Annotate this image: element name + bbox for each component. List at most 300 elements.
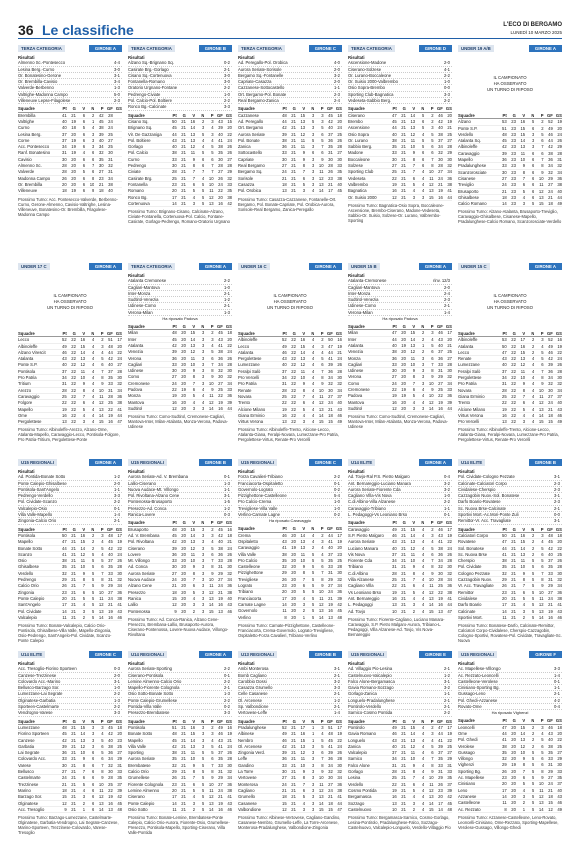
table-cell: 20 bbox=[291, 601, 296, 607]
table-cell: 11 bbox=[209, 393, 214, 399]
table-cell: 3 bbox=[202, 595, 205, 601]
table-cell: 17 bbox=[328, 188, 333, 194]
table-cell: 11 bbox=[319, 595, 324, 601]
results-heading: Risultati bbox=[128, 273, 145, 278]
table-cell: 4 bbox=[522, 412, 526, 418]
table-cell: 5 bbox=[202, 775, 205, 781]
table-cell: 37 bbox=[62, 131, 67, 137]
table-cell: 40 bbox=[108, 551, 113, 557]
table-cell: 7 bbox=[522, 175, 526, 181]
table-cell: Ghisalbese bbox=[18, 564, 39, 570]
table-cell: 31 bbox=[282, 381, 287, 387]
table-cell: 3 bbox=[202, 330, 205, 336]
table-cell: 9 bbox=[431, 570, 434, 576]
table-cell: 20 bbox=[181, 374, 186, 380]
result-score: 1-1 bbox=[113, 486, 120, 492]
table-cell: 15 bbox=[520, 724, 526, 730]
table-cell: Gavia Romano bbox=[348, 731, 376, 737]
table-cell: 3 bbox=[412, 602, 416, 608]
table-cell: 39 bbox=[62, 743, 67, 749]
table-cell: 21 bbox=[181, 169, 186, 175]
table-cell: 39 bbox=[218, 125, 223, 131]
table-cell: 5 bbox=[431, 743, 434, 749]
table-cell: 5 bbox=[211, 144, 214, 150]
table-cell: 22 bbox=[511, 381, 516, 387]
table-cell: 9 bbox=[431, 387, 434, 393]
table-cell: 35 bbox=[548, 564, 553, 570]
result-score: 2-1 bbox=[443, 666, 450, 672]
table-cell: Ranica bbox=[128, 595, 142, 601]
table-cell: 21 bbox=[401, 181, 406, 187]
table-cell: 31 bbox=[108, 169, 113, 175]
table-cell: 13 bbox=[300, 743, 306, 749]
table-cell: 3 bbox=[312, 806, 315, 812]
table-cell: 4 bbox=[82, 150, 86, 156]
table-cell: 22 bbox=[71, 412, 76, 418]
girone-label: GIRONE A bbox=[89, 459, 122, 466]
table-cell: Ascensione bbox=[348, 125, 370, 131]
table-cell: 21 bbox=[548, 787, 553, 793]
result-score: 2-1 bbox=[223, 290, 230, 296]
table-cell: 37 bbox=[438, 349, 443, 355]
table-cell: 15 bbox=[520, 131, 526, 137]
table-cell: 21 bbox=[71, 583, 76, 589]
table-cell: 28 bbox=[218, 163, 223, 169]
table-cell: 5 bbox=[92, 595, 95, 601]
table-cell: 13 bbox=[300, 356, 306, 362]
result-match: Osio Sotto-Bonate Sotto bbox=[128, 691, 174, 697]
table-cell: 9 bbox=[302, 150, 306, 156]
table-cell: 11 bbox=[300, 551, 306, 557]
table-cell: 37 bbox=[328, 551, 333, 557]
column-header: V bbox=[302, 106, 306, 112]
table-cell: 9 bbox=[82, 756, 86, 762]
table-cell: 31 bbox=[557, 157, 562, 163]
table-cell: 20 bbox=[511, 743, 516, 749]
table-cell: 21 bbox=[71, 775, 76, 781]
table-cell: 43 bbox=[438, 532, 443, 538]
result-match: Pontida-Villa Valle bbox=[128, 704, 162, 710]
table-cell: 12 bbox=[392, 405, 397, 411]
table-cell: 13 bbox=[538, 194, 544, 200]
result-score: 2-1 bbox=[443, 303, 450, 309]
table-cell: 40 bbox=[438, 125, 443, 131]
table-cell: 27 bbox=[447, 355, 452, 361]
table-cell: 39 bbox=[447, 399, 452, 405]
table-cell: 45 bbox=[108, 724, 113, 730]
table-cell: 3 bbox=[312, 775, 315, 781]
table-cell: 35 bbox=[108, 564, 113, 570]
table-cell: 52 bbox=[282, 337, 287, 343]
table-cell: 21 bbox=[401, 169, 406, 175]
table-cell: 3 bbox=[202, 589, 205, 595]
table-cell: Or. Suisio 2000 bbox=[348, 194, 377, 200]
table-cell: Sudtirol bbox=[348, 405, 363, 411]
table-row bbox=[128, 609, 232, 615]
table-cell: 21 bbox=[71, 602, 76, 608]
table-row bbox=[458, 201, 562, 207]
table-cell: 24 bbox=[227, 545, 232, 551]
table-cell: 46 bbox=[282, 737, 287, 743]
table-cell: 48 bbox=[172, 330, 177, 336]
table-cell: 15 bbox=[548, 800, 553, 806]
table-cell: 13 bbox=[392, 602, 397, 608]
table-cell: 6 bbox=[192, 181, 196, 187]
table-cell: Bergamasca bbox=[348, 794, 372, 800]
table-cell: 41 bbox=[227, 794, 232, 800]
table-cell: 4 bbox=[192, 194, 196, 200]
table-cell: 4 bbox=[92, 400, 95, 406]
table-cell: 13 bbox=[538, 406, 544, 412]
column-header: Squadre bbox=[458, 113, 475, 118]
table-cell: 9 bbox=[541, 169, 544, 175]
table-cell: 20 bbox=[502, 781, 507, 787]
table-cell: 14 bbox=[172, 800, 177, 806]
table-cell: 9 bbox=[192, 762, 196, 768]
table-cell: 8 bbox=[431, 163, 434, 169]
table-cell: 7 bbox=[412, 380, 416, 386]
table-cell: 6 bbox=[412, 387, 416, 393]
category-label: UNDER 19 A/B bbox=[458, 45, 494, 52]
table-cell: 33 bbox=[172, 156, 177, 162]
table-cell: 13 bbox=[300, 125, 306, 131]
table-cell: 37 bbox=[108, 558, 113, 564]
table-cell: 17 bbox=[172, 794, 177, 800]
table-cell: 6 bbox=[522, 775, 526, 781]
table-cell: 11 bbox=[99, 787, 104, 793]
table-cell: 38 bbox=[447, 589, 452, 595]
table-cell: 30 bbox=[328, 387, 333, 393]
table-cell: 5 bbox=[532, 608, 535, 614]
table-cell: 3 bbox=[92, 743, 95, 749]
table-cell: 14 bbox=[80, 731, 86, 737]
table-cell: 5 bbox=[532, 602, 535, 608]
table-cell: 18 bbox=[548, 201, 553, 207]
table-cell: Caravaggio bbox=[458, 150, 480, 156]
table-cell: 21 bbox=[401, 118, 406, 124]
column-header: Squadre bbox=[348, 520, 365, 526]
result-match: Pol. Cividate-Cologno Pezzate bbox=[458, 474, 515, 480]
table-cell: 4 bbox=[422, 762, 425, 768]
table-cell: Milan bbox=[348, 330, 359, 336]
table-cell: 21 bbox=[291, 181, 296, 187]
table-cell: 5 bbox=[82, 595, 86, 601]
column-header: N bbox=[201, 718, 205, 724]
table-cell: 36 bbox=[337, 589, 342, 595]
table-cell: 13 bbox=[410, 118, 416, 124]
table-cell: 21 bbox=[291, 150, 296, 156]
table-cell: 12 bbox=[208, 399, 214, 405]
result-score: 0-3 bbox=[113, 666, 120, 672]
table-cell: 6 bbox=[431, 150, 434, 156]
table-cell: 24 bbox=[337, 743, 342, 749]
result-score: 1-0 bbox=[333, 499, 340, 505]
table-cell: 11 bbox=[410, 750, 416, 756]
result-score: 3-1 bbox=[113, 678, 120, 684]
table-cell: 5 bbox=[522, 406, 526, 412]
table-cell: 28 bbox=[328, 163, 333, 169]
table-cell: 21 bbox=[291, 144, 296, 150]
column-header: G bbox=[402, 520, 406, 526]
table-cell: 42 bbox=[108, 356, 113, 362]
table-cell: 21 bbox=[447, 125, 452, 131]
result-match: Vedeseta-Sabbio Berg. bbox=[348, 98, 392, 104]
table-cell: 21 bbox=[291, 156, 296, 162]
table-cell: 11 bbox=[209, 583, 214, 589]
table-cell: Atalanta bbox=[458, 343, 474, 349]
table-cell: 20 bbox=[502, 595, 507, 601]
result-score: 1-0 bbox=[113, 685, 120, 691]
table-cell: 20 bbox=[291, 551, 296, 557]
table-cell: 33 bbox=[218, 558, 223, 564]
table-cell: 3 bbox=[101, 724, 104, 730]
table-cell: 6 bbox=[211, 355, 214, 361]
table-cell: 8 bbox=[302, 387, 306, 393]
table-cell: 8 bbox=[211, 769, 214, 775]
table-cell: 37 bbox=[108, 368, 113, 374]
result-row bbox=[348, 512, 452, 518]
column-header: P bbox=[100, 718, 104, 724]
table-cell: Osio Sopra bbox=[348, 131, 369, 137]
table-cell: 2 bbox=[192, 608, 196, 614]
table-cell: 27 bbox=[438, 380, 443, 386]
table-cell: 44 bbox=[227, 405, 232, 411]
table-cell: 5 bbox=[92, 570, 95, 576]
table-cell: 19 bbox=[227, 731, 232, 737]
table-cell: 8 bbox=[412, 570, 416, 576]
table-cell: 36 bbox=[218, 551, 223, 557]
table-cell: 8 bbox=[541, 375, 544, 381]
table-cell: 27 bbox=[172, 570, 177, 576]
table-cell: Osio Sotto bbox=[128, 806, 148, 812]
table-cell: 4 bbox=[422, 769, 425, 775]
table-cell: 7 bbox=[101, 368, 104, 374]
column-header: GF bbox=[546, 113, 553, 118]
table-cell: 12 bbox=[538, 602, 544, 608]
table-cell: 40 bbox=[438, 342, 443, 348]
table-cell: 4 bbox=[532, 381, 535, 387]
table-cell: 8 bbox=[192, 769, 196, 775]
column-header: GF bbox=[326, 331, 333, 336]
table-cell: Brignano Sq. bbox=[128, 125, 153, 131]
standings-block bbox=[348, 44, 452, 256]
table-cell: 25 bbox=[117, 743, 122, 749]
table-cell: 3 bbox=[302, 188, 306, 194]
table-cell: 38 bbox=[502, 558, 507, 564]
table-cell: Lumezzane bbox=[18, 724, 40, 730]
table-cell: 21 bbox=[291, 724, 296, 730]
table-cell: 4 bbox=[211, 125, 214, 131]
table-cell: 22 bbox=[227, 342, 232, 348]
table-cell: 23 bbox=[511, 138, 516, 144]
table-cell: 36 bbox=[438, 551, 443, 557]
table-cell: 20 bbox=[181, 342, 186, 348]
column-header: N bbox=[311, 526, 315, 532]
table-cell: Renate bbox=[238, 387, 252, 393]
table-cell: Calcinate bbox=[458, 608, 476, 614]
table-cell: 20 bbox=[71, 175, 76, 181]
table-cell: Sarnico bbox=[348, 756, 363, 762]
standings-block bbox=[238, 650, 342, 845]
table-cell: 44 bbox=[337, 800, 342, 806]
table-cell: 24 bbox=[227, 137, 232, 143]
table-cell: 21 bbox=[181, 181, 186, 187]
table-cell: 2 bbox=[532, 349, 535, 355]
table-cell: 5 bbox=[412, 393, 416, 399]
table-cell: 45 bbox=[337, 188, 342, 194]
table-cell: Novara bbox=[238, 393, 252, 399]
table-cell: 2 bbox=[211, 526, 214, 532]
result-score: 3-2 bbox=[443, 486, 450, 492]
table-cell: 3 bbox=[211, 336, 214, 342]
table-cell: 26 bbox=[218, 175, 223, 181]
result-score: 2-2 bbox=[223, 85, 230, 91]
result-match: Capriate-Casazza bbox=[238, 79, 272, 85]
table-cell: 32 bbox=[108, 762, 113, 768]
result-score: 2-3 bbox=[333, 91, 340, 97]
table-cell: Vertovese bbox=[238, 775, 257, 781]
table-cell: 9 bbox=[174, 608, 177, 614]
table-cell: 10 bbox=[208, 781, 214, 787]
table-cell: 14 bbox=[502, 793, 507, 799]
table-cell: 3 bbox=[312, 762, 315, 768]
table-cell: 10 bbox=[318, 387, 324, 393]
table-cell: Marino bbox=[18, 787, 31, 793]
table-cell: 5 bbox=[202, 781, 205, 787]
table-cell: 12 bbox=[318, 601, 324, 607]
result-score: 0-4 bbox=[553, 704, 560, 710]
result-score: 2-3 bbox=[443, 297, 450, 303]
table-cell: 13 bbox=[80, 737, 86, 743]
table-cell: 27 bbox=[218, 577, 223, 583]
table-cell: 40 bbox=[227, 595, 232, 601]
table-cell: 19 bbox=[511, 762, 516, 768]
column-header: P bbox=[540, 718, 544, 724]
table-cell: 30 bbox=[227, 368, 232, 374]
table-cell: 21 bbox=[401, 583, 406, 589]
result-match: Ad. Tovjo-Ral P.S. Pietro Malgaro bbox=[348, 474, 410, 480]
table-cell: Alcione Milano bbox=[238, 406, 266, 412]
next-round-note: Prossimo Turno: Albinoleffe-Arezzo, Alzano-Ome, Atalanta-Mapello, Caravaggio-Lecco, Pontisola-Folgore, Pro Patria-Tritium, Pergolettese-Ponte bbox=[18, 427, 120, 443]
table-cell: 15 bbox=[80, 343, 86, 349]
table-cell: 4 bbox=[422, 169, 425, 175]
table-cell: Sabbio Berg. bbox=[348, 144, 373, 150]
table-cell: 5 bbox=[312, 589, 315, 595]
table-cell: 5 bbox=[92, 551, 95, 557]
table-cell: 21 bbox=[62, 781, 67, 787]
table-cell: 9 bbox=[101, 775, 104, 781]
table-cell: 31 bbox=[392, 564, 397, 570]
table-cell: 10 bbox=[98, 781, 104, 787]
table-cell: Atalanta Sq. bbox=[458, 138, 481, 144]
table-cell: 26 bbox=[227, 750, 232, 756]
table-cell: 11 bbox=[539, 787, 544, 793]
table-cell: 5 bbox=[92, 564, 95, 570]
table-cell: 34 bbox=[392, 558, 397, 564]
table-cell: 48 bbox=[328, 731, 333, 737]
table-cell: 5 bbox=[412, 787, 416, 793]
table-cell: 24 bbox=[282, 169, 287, 175]
table-cell: 33 bbox=[447, 769, 452, 775]
table-cell: 7 bbox=[92, 163, 95, 169]
table-cell: 19 bbox=[218, 399, 223, 405]
table-cell: 17 bbox=[502, 787, 507, 793]
table-cell: 23 bbox=[502, 589, 507, 595]
table-cell: 20 bbox=[71, 156, 76, 162]
block-header bbox=[128, 262, 232, 271]
table-cell: Pol. Calcio bbox=[128, 150, 149, 156]
table-cell: 34 bbox=[218, 361, 223, 367]
table-cell: 15 bbox=[282, 800, 287, 806]
table-cell: 20 bbox=[181, 393, 186, 399]
table-cell: 6 bbox=[101, 756, 104, 762]
table-cell: 21 bbox=[511, 602, 516, 608]
girone-label: GIRONE C bbox=[309, 45, 342, 52]
table-cell: 13 bbox=[208, 800, 214, 806]
table-cell: 4 bbox=[422, 602, 425, 608]
table-cell: 21 bbox=[401, 724, 406, 730]
table-cell: Leno bbox=[458, 787, 468, 793]
table-cell: 21 bbox=[511, 608, 516, 614]
result-score: 3-2 bbox=[333, 72, 340, 78]
table-cell: Monterosa bbox=[238, 781, 258, 787]
table-cell: 6 bbox=[92, 762, 95, 768]
table-cell: Osio bbox=[18, 558, 27, 564]
table-cell: 34 bbox=[502, 375, 507, 381]
table-cell: 15 bbox=[98, 419, 104, 425]
table-cell: 36 bbox=[392, 355, 397, 361]
result-score: 1-3 bbox=[113, 697, 120, 703]
column-header: N bbox=[91, 526, 95, 532]
table-cell: 20 bbox=[291, 570, 296, 576]
table-cell: 2 bbox=[541, 119, 544, 125]
column-header: Pt bbox=[62, 526, 67, 532]
table-cell: 39 bbox=[447, 787, 452, 793]
table-cell: 21 bbox=[291, 737, 296, 743]
table-cell: 5 bbox=[92, 614, 95, 620]
table-cell: 30 bbox=[557, 570, 562, 576]
block-header bbox=[18, 650, 122, 659]
table-cell: 10 bbox=[410, 756, 416, 762]
result-row bbox=[18, 518, 122, 524]
table-cell: 2 bbox=[541, 125, 544, 131]
table-cell: Azzanese bbox=[458, 793, 477, 799]
table-cell: 30 bbox=[172, 368, 177, 374]
table-cell: 23 bbox=[438, 787, 443, 793]
table-cell: 22 bbox=[291, 393, 296, 399]
table-cell: 4 bbox=[321, 551, 324, 557]
table-cell: 21 bbox=[218, 589, 223, 595]
table-cell: 3 bbox=[202, 558, 205, 564]
table-cell: Ranf. Bonatesino bbox=[18, 150, 51, 156]
table-cell: Madone bbox=[348, 150, 364, 156]
table-cell: 20 bbox=[337, 118, 342, 124]
table-cell: 7 bbox=[412, 577, 416, 583]
table-cell: 5 bbox=[312, 564, 315, 570]
table-cell: 20 bbox=[181, 558, 186, 564]
result-score: 1-2 bbox=[223, 505, 230, 511]
table-cell: 7 bbox=[522, 393, 526, 399]
block-header bbox=[348, 650, 452, 659]
table-cell: 40 bbox=[62, 125, 67, 131]
table-cell: 39 bbox=[98, 131, 104, 137]
table-cell: 15 bbox=[548, 419, 553, 425]
table-cell: 22 bbox=[291, 400, 296, 406]
table-row bbox=[18, 807, 122, 813]
table-cell: 21 bbox=[548, 602, 553, 608]
table-cell: 28 bbox=[108, 112, 113, 118]
table-cell: 3 bbox=[202, 355, 205, 361]
